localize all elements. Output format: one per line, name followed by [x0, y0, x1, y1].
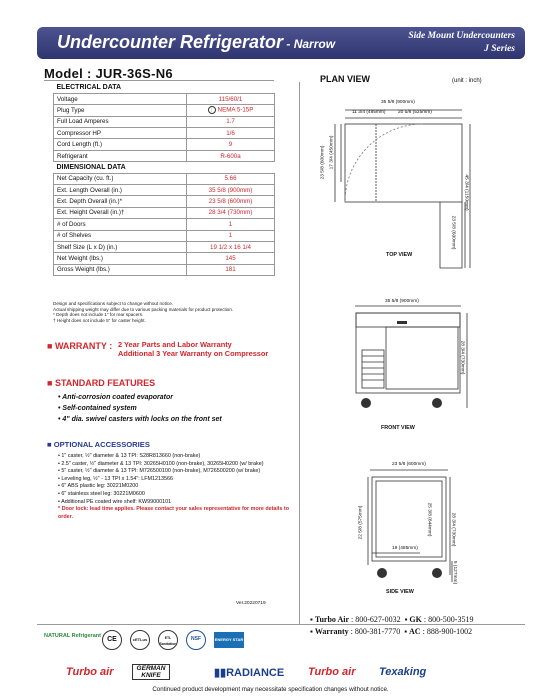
- natural-refrigerant-logo: NATURAL Refrigerant: [44, 633, 101, 639]
- table-row: Full Load Amperes 1.7: [54, 116, 275, 127]
- ce-logo: CE: [102, 630, 122, 650]
- list-item: • Leveling leg, ½" - 13 TPI x 1.54": LFM1213566: [58, 475, 173, 482]
- front-view-label: FRONT VIEW: [381, 425, 415, 431]
- door-lock-note: * Door lock: lead time applies. Please contact your sales representative for more details to order.: [58, 506, 289, 520]
- top-view-label: TOP VIEW: [386, 252, 413, 258]
- electrical-title: ELECTRICAL DATA: [56, 84, 122, 92]
- plan-view-title: PLAN VIEW: [320, 74, 371, 84]
- door-handle: [397, 321, 407, 324]
- list-item: • 5" caster, ½" diameter & 13 TPI: M726500100 (non-brake), M726500200 (w/ brake): [58, 468, 261, 475]
- spec-notes: Design and specifications subject to change without notice. Actual shipping weight may differ due to various packing materials for product protection. * Depth does not include 1" for rear spacers. † Height does not include 5" for caster height.: [53, 301, 234, 323]
- table-row: Cord Length (ft.) 9: [54, 139, 275, 150]
- contact-info: [310, 614, 473, 638]
- spec-table: [53, 82, 275, 276]
- list-item: • 4" dia. swivel casters with locks on the front set: [58, 416, 222, 424]
- front-view-top-panel: [356, 313, 460, 327]
- series-info: Side Mount Undercounters J Series: [408, 31, 515, 54]
- dim-label: 28 3/4 (730mm): [459, 340, 465, 375]
- technical-drawings: [300, 90, 541, 590]
- brand-logos: [66, 662, 486, 682]
- standard-features-title: ■ STANDARD FEATURES: [47, 378, 156, 388]
- page-title: Undercounter Refrigerator - Narrow: [57, 32, 336, 52]
- turbo-air-logo-2: Turbo air: [308, 666, 356, 678]
- dim-label: 35 5/8 (900mm): [381, 100, 415, 105]
- header-bar: [37, 27, 525, 59]
- dim-label: 23 5/8 (600mm): [320, 145, 326, 180]
- standard-features-list: [58, 392, 222, 426]
- table-row: # of Shelves 1: [54, 230, 275, 241]
- top-view-outline: [345, 124, 462, 202]
- dim-label: 20 5/8 (525mm): [398, 110, 432, 115]
- table-row: Net Capacity (cu. ft.) 5.66: [54, 173, 275, 184]
- contact-row: ▪ Turbo Air : 800-627-0032 ▪ GK : 800-500-3519: [310, 615, 474, 624]
- table-row: # of Doors 1: [54, 219, 275, 230]
- divider: [44, 80, 274, 81]
- dim-label: 45 3/4 (1150mm): [463, 174, 469, 211]
- list-item: • 6" ABS plastic leg: 30221M0200: [58, 483, 139, 490]
- warranty-details: 2 Year Parts and Labor Warranty Additional 3 Year Warranty on Compressor: [118, 340, 269, 358]
- side-view-label: SIDE VIEW: [386, 589, 414, 595]
- dim-label: 23 5/8 (600mm): [450, 215, 456, 250]
- footer-disclaimer: Continued product development may necessitate specification changes without notice.: [152, 686, 389, 693]
- table-row: Refrigerant R-600a: [54, 150, 275, 161]
- table-row: Ext. Depth Overall (in.)* 23 5/8 (600mm): [54, 196, 275, 207]
- energy-star-logo: ENERGY STAR: [214, 632, 244, 648]
- dim-label: 22 5/8 (575mm): [358, 505, 364, 540]
- caster-right: [432, 398, 442, 408]
- etl-sanitation-logo: ETL Sanitation: [158, 630, 178, 650]
- list-item: • 2.5" caster, ½" diameter & 13 TPI: 30265H0100 (non-brake), 30265H0200 (w/ brake): [58, 460, 264, 467]
- list-item: • 1" caster, ½" diameter & 13 TPI: S28R813660 (non-brake): [58, 453, 201, 459]
- front-view-cabinet: [356, 313, 460, 393]
- table-row: Gross Weight (lbs.) 181: [54, 264, 275, 275]
- version: Ver.20220719: [236, 601, 266, 606]
- caster-left: [361, 398, 371, 408]
- table-row: Compressor HP 1/6: [54, 128, 275, 139]
- contact-row: ▪ Warranty : 800-381-7770 ▪ AC : 888-900-1002: [310, 627, 473, 636]
- nsf-logo: NSF: [186, 630, 206, 650]
- dim-label: 5 (127mm): [452, 560, 458, 585]
- turbo-air-logo: Turbo air: [66, 666, 114, 678]
- warranty-label: ■ WARRANTY :: [47, 341, 113, 351]
- table-row: Voltage 115/60/1: [54, 93, 275, 104]
- table-row: Ext. Length Overall (in.) 35 5/8 (900mm): [54, 185, 275, 196]
- texaking-logo: Texaking: [379, 666, 427, 678]
- table-row: Shelf Size (L x D) (in.) 19 1/2 x 16 1/4: [54, 241, 275, 252]
- dim-label: 17 3/4 (450mm): [329, 135, 335, 170]
- dim-label: 25 3/8 (644mm): [426, 502, 432, 537]
- radiance-logo: ▮▮RADIANCE: [214, 667, 285, 679]
- list-item: • Anti-corrosion coated evaporator: [58, 394, 173, 401]
- unit-note: (unit : inch): [452, 78, 482, 84]
- list-item: • Self-contained system: [58, 405, 137, 413]
- certification-logos: [44, 627, 294, 657]
- side-caster-right: [432, 568, 442, 578]
- dimensional-title: DIMENSIONAL DATA: [56, 164, 126, 172]
- side-caster-left: [377, 568, 387, 578]
- table-row: Ext. Height Overall (in.)† 28 3/4 (730mm): [54, 207, 275, 218]
- dim-label: 23 5/8 (600mm): [392, 462, 426, 467]
- dim-label: 35 5/8 (900mm): [385, 299, 419, 304]
- dim-label: 19 (485mm): [392, 546, 418, 551]
- dim-label: 28 3/4 (730mm): [450, 512, 456, 547]
- plug-icon: ⋮: [209, 107, 214, 113]
- dim-label: 11 3/4 (485mm): [352, 110, 386, 115]
- german-knife-logo: GERMAN KNIFE: [132, 664, 170, 680]
- etl-logo: cETLus: [130, 630, 150, 650]
- table-row: Plug Type ⋮ NEMA 5-15P: [54, 105, 275, 116]
- list-item: • 6" stainless steel leg: 30221M0600: [58, 490, 145, 497]
- optional-accessories-list: [58, 453, 298, 521]
- list-item: • Additional PE coated wire shelf: KW99000101: [58, 498, 172, 505]
- optional-accessories-title: ■ OPTIONAL ACCESSORIES: [47, 440, 150, 449]
- table-row: Net Weight (lbs.) 145: [54, 253, 275, 264]
- model-number: Model : JUR-36S-N6: [44, 66, 173, 81]
